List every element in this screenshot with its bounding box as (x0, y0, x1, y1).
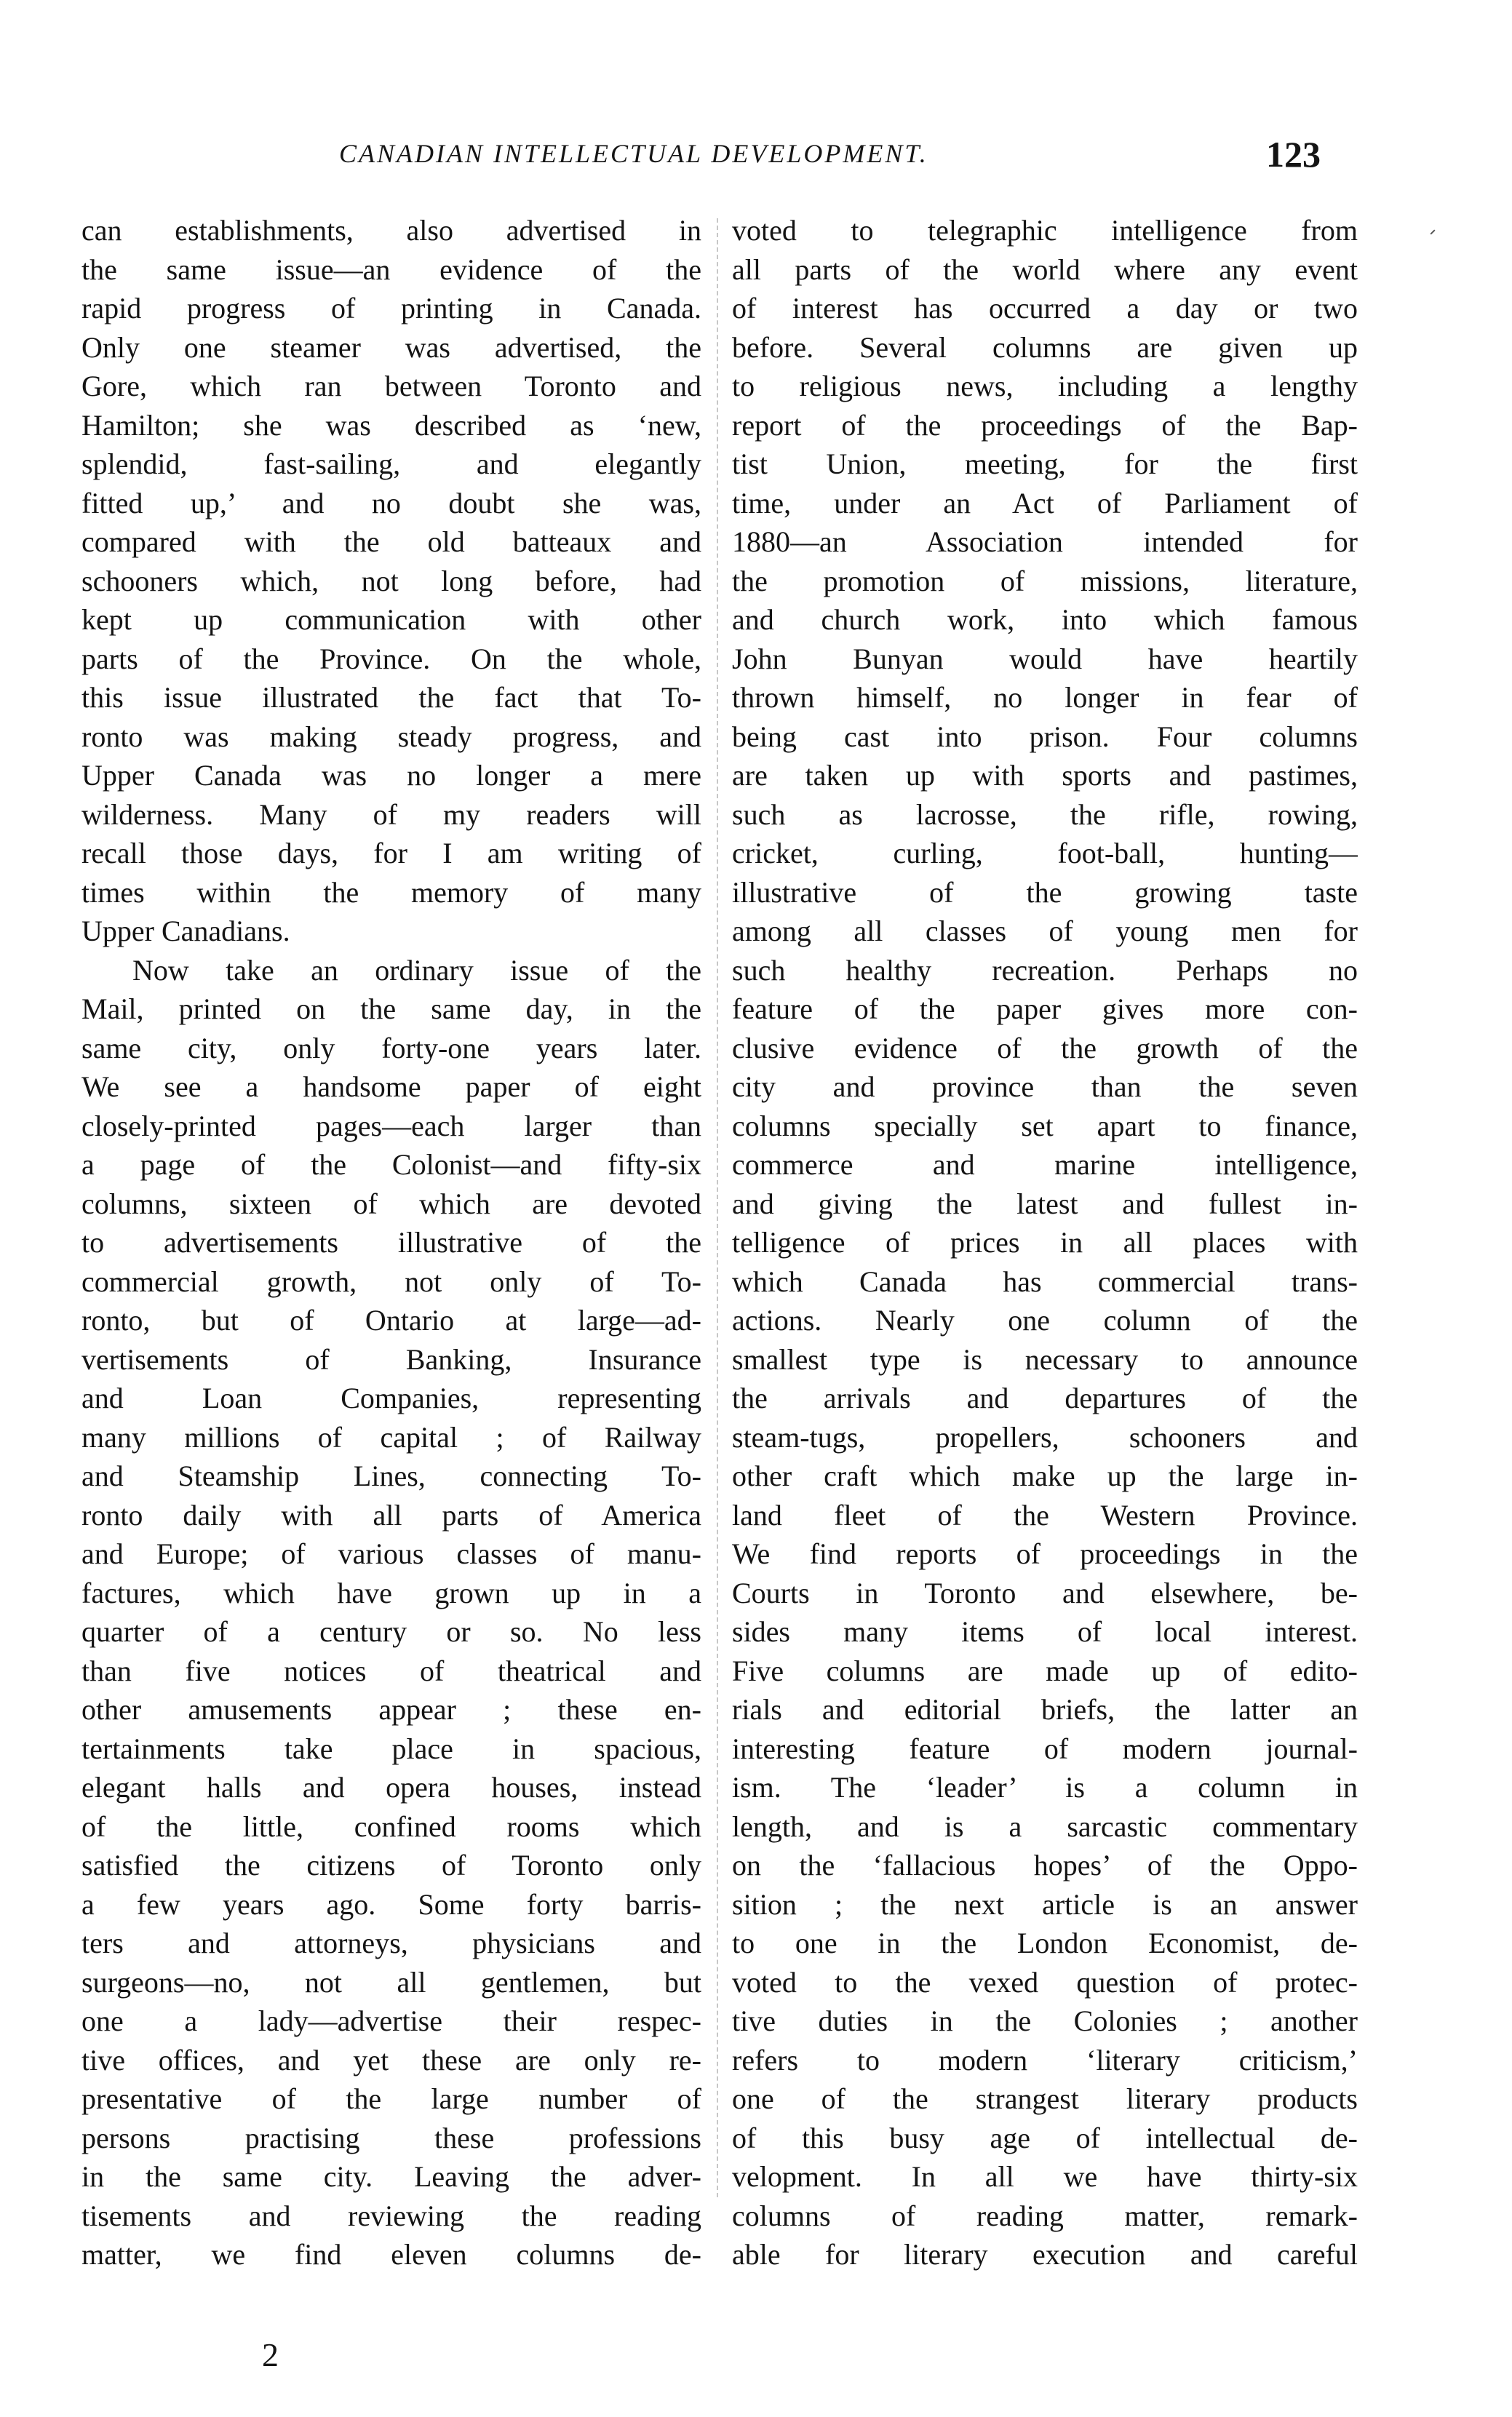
running-head: CANADIAN INTELLECTUAL DEVELOPMENT. (339, 139, 928, 168)
text-line: ronto daily with all parts of America (81, 1498, 701, 1532)
text-line: Hamilton; she was described as ‘new, (81, 408, 701, 442)
text-line: interesting feature of modern journal- (732, 1732, 1358, 1765)
text-line: persons practising these professions (81, 2121, 701, 2154)
text-line: rapid progress of printing in Canada. (81, 292, 701, 324)
text-line: a few years ago. Some forty barris- (81, 1887, 701, 1921)
text-line: 1880—an Association intended for (732, 525, 1358, 558)
text-line: times within the memory of many (81, 875, 701, 909)
text-line: Courts in Toronto and elsewhere, be- (732, 1576, 1358, 1609)
text-line: one a lady—advertise their respec- (81, 2004, 701, 2037)
text-line: surgeons—no, not all gentlemen, but (81, 1965, 701, 1999)
text-line: can establishments, also advertised in (81, 214, 701, 247)
text-line: Only one steamer was advertised, the (81, 330, 701, 364)
text-line: this issue illustrated the fact that To- (81, 681, 701, 714)
text-line: parts of the Province. On the whole, (81, 642, 701, 675)
text-line: the same issue—an evidence of the (81, 252, 701, 286)
text-line: land fleet of the Western Province. (732, 1498, 1358, 1532)
text-line: such healthy recreation. Perhaps no (732, 953, 1358, 987)
text-line: refers to modern ‘literary criticism,’ (732, 2043, 1358, 2076)
text-line: in the same city. Leaving the adver- (81, 2160, 701, 2193)
text-line: tive offices, and yet these are only re- (81, 2043, 701, 2076)
text-line: illustrative of the growing taste (732, 875, 1358, 909)
text-line: on the ‘fallacious hopes’ of the Oppo- (732, 1849, 1358, 1882)
text-line: Gore, which ran between Toronto and (81, 370, 701, 402)
text-line: able for literary execution and careful (732, 2238, 1358, 2271)
text-line: telligence of prices in all places with (732, 1226, 1358, 1259)
text-line: report of the proceedings of the Bap- (732, 408, 1358, 442)
text-line: Upper Canada was no longer a mere (81, 759, 701, 792)
column-rule (717, 218, 718, 2197)
text-line: ronto was making steady progress, and (81, 720, 701, 753)
text-line: steam-tugs, propellers, schooners and (732, 1420, 1358, 1454)
right-column (732, 211, 1358, 2274)
text-line: ters and attorneys, physicians and (81, 1927, 701, 1959)
text-line: feature of the paper gives more con- (732, 992, 1358, 1025)
text-line: quarter of a century or so. No less (81, 1615, 701, 1648)
text-line: clusive evidence of the growth of the (732, 1031, 1358, 1064)
text-line: closely-printed pages—each larger than (81, 1109, 701, 1142)
text-line: recall those days, for I am writing of (81, 837, 701, 869)
text-line: We see a handsome paper of eight (81, 1070, 701, 1103)
text-line: such as lacrosse, the rifle, rowing, (732, 797, 1358, 831)
text-line: columns, sixteen of which are devoted (81, 1187, 701, 1220)
text-line: and Loan Companies, representing (81, 1382, 701, 1414)
text-line: sition ; the next article is an answer (732, 1887, 1358, 1921)
text-line: Now take an ordinary issue of the (132, 953, 701, 987)
text-line: tive duties in the Colonies ; another (732, 2004, 1358, 2037)
text-line: of the little, confined rooms which (81, 1809, 701, 1843)
text-line: being cast into prison. Four columns (732, 720, 1358, 753)
text-line: voted to the vexed question of protec- (732, 1965, 1358, 1999)
text-line: vertisements of Banking, Insurance (81, 1342, 701, 1376)
text-line: thrown himself, no longer in fear of (732, 681, 1358, 714)
text-line: matter, we find eleven columns de- (81, 2238, 701, 2271)
text-line: satisfied the citizens of Toronto only (81, 1849, 701, 1882)
text-line: compared with the old batteaux and (81, 525, 701, 558)
text-line: Upper Canadians. (81, 915, 290, 947)
text-line: other craft which make up the large in- (732, 1460, 1358, 1492)
text-line: a page of the Colonist—and fifty-six (81, 1148, 701, 1181)
text-line: columns specially set apart to finance, (732, 1109, 1358, 1142)
text-line: sides many items of local interest. (732, 1615, 1358, 1648)
text-line: Mail, printed on the same day, in the (81, 992, 701, 1025)
text-line: columns of reading matter, remark- (732, 2199, 1358, 2232)
text-line: tisements and reviewing the reading (81, 2199, 701, 2232)
text-line: the promotion of missions, literature, (732, 564, 1358, 597)
text-line: tertainments take place in spacious, (81, 1732, 701, 1765)
text-line: tist Union, meeting, for the first (732, 447, 1358, 480)
left-column (81, 211, 701, 2274)
signature-mark: 2 (262, 2336, 279, 2373)
text-line: of interest has occurred a day or two (732, 292, 1358, 324)
text-line: to one in the London Economist, de- (732, 1927, 1358, 1959)
text-line: splendid, fast-sailing, and elegantly (81, 447, 701, 480)
text-line: schooners which, not long before, had (81, 564, 701, 597)
text-line: the arrivals and departures of the (732, 1382, 1358, 1414)
text-line: time, under an Act of Parliament of (732, 486, 1358, 519)
text-line: which Canada has commercial trans- (732, 1265, 1358, 1298)
text-line: many millions of capital ; of Railway (81, 1420, 701, 1454)
text-line: cricket, curling, foot-ball, hunting— (732, 837, 1358, 869)
text-line: are taken up with sports and pastimes, (732, 759, 1358, 792)
text-line: city and province than the seven (732, 1070, 1358, 1103)
text-line: fitted up,’ and no doubt she was, (81, 486, 701, 519)
page-number: 123 (1266, 134, 1321, 175)
text-line: and Europe; of various classes of manu- (81, 1537, 701, 1570)
text-line: rials and editorial briefs, the latter an (732, 1693, 1358, 1726)
text-line: elegant halls and opera houses, instead (81, 1771, 701, 1804)
text-line: and giving the latest and fullest in- (732, 1187, 1358, 1220)
text-line: John Bunyan would have heartily (732, 642, 1358, 675)
text-line: all parts of the world where any event (732, 252, 1358, 286)
text-line: among all classes of young men for (732, 915, 1358, 947)
text-line: Five columns are made up of edito- (732, 1654, 1358, 1687)
text-line: and Steamship Lines, connecting To- (81, 1460, 701, 1492)
text-line: kept up communication with other (81, 603, 701, 636)
text-line: velopment. In all we have thirty-six (732, 2160, 1358, 2193)
text-line: commerce and marine intelligence, (732, 1148, 1358, 1181)
text-line: factures, which have grown up in a (81, 1576, 701, 1609)
text-line: wilderness. Many of my readers will (81, 797, 701, 831)
text-line: smallest type is necessary to announce (732, 1342, 1358, 1376)
text-line: to religious news, including a lengthy (732, 370, 1358, 402)
stray-mark (1430, 229, 1435, 234)
text-line: to advertisements illustrative of the (81, 1226, 701, 1259)
text-line: ism. The ‘leader’ is a column in (732, 1771, 1358, 1804)
text-line: presentative of the large number of (81, 2082, 701, 2115)
text-line: than five notices of theatrical and (81, 1654, 701, 1687)
text-line: length, and is a sarcastic commentary (732, 1809, 1358, 1843)
text-line: and church work, into which famous (732, 603, 1358, 636)
text-line: of this busy age of intellectual de- (732, 2121, 1358, 2154)
text-line: ronto, but of Ontario at large—ad- (81, 1304, 701, 1337)
text-line: We find reports of proceedings in the (732, 1537, 1358, 1570)
text-line: other amusements appear ; these en- (81, 1693, 701, 1726)
text-line: commercial growth, not only of To- (81, 1265, 701, 1298)
text-line: one of the strangest literary products (732, 2082, 1358, 2115)
text-line: before. Several columns are given up (732, 330, 1358, 364)
text-line: same city, only forty-one years later. (81, 1031, 701, 1064)
text-line: actions. Nearly one column of the (732, 1304, 1358, 1337)
text-line: voted to telegraphic intelligence from (732, 214, 1358, 247)
